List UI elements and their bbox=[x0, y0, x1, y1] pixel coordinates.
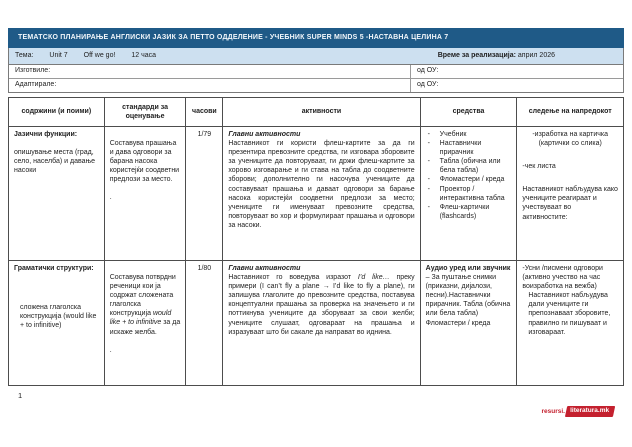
monitoring-cell bbox=[516, 261, 623, 385]
adapted-by-row bbox=[9, 78, 623, 92]
prepared-by-row bbox=[9, 65, 623, 78]
contents-cell bbox=[9, 127, 104, 260]
standards-cell bbox=[104, 127, 186, 260]
standard-text: Составува прашања и дава одговори за барана насока користејќи соодветни предлози за место. bbox=[109, 140, 180, 184]
meta-section bbox=[8, 48, 624, 93]
contents-title: Јазични функции: bbox=[14, 131, 78, 138]
resources-bold-label: Аудио уред или звучник bbox=[425, 265, 511, 272]
list-item: - Фломастери / креда bbox=[427, 176, 505, 184]
unit-number: Unit 7 bbox=[49, 52, 68, 60]
prepared-by-label: Изготвиле: bbox=[9, 65, 411, 78]
header-standards: стандарди за оценување bbox=[104, 98, 186, 126]
activities-body: Наставникот ги користи флеш-картите за да ги презентира превозните средства, ги изговара зборовите за учениците да повторуваат, ги држи флеш-картите за хорово изговарање и ги става на табла до соодветните зборови; дополнително ги насочува учениците да составуваат прашања и даваат одговори за барање насока користејќи соодветни предлози за место; учениците ги именуваат превозните средства, повторуваат во хор и формулираат прашања и одговори за насоки. bbox=[228, 140, 415, 229]
monitoring-item: Наставникот набљудува како учениците реагираат и учествуваат во активностите: bbox=[522, 186, 618, 221]
adapted-by-school-label: од ОУ: bbox=[417, 81, 439, 88]
table-row bbox=[9, 260, 623, 385]
table-row bbox=[9, 126, 623, 260]
prepared-by-school-label: од ОУ: bbox=[417, 67, 439, 74]
header-monitoring: следење на напредокот bbox=[516, 98, 623, 126]
lesson-hours: 12 часа bbox=[131, 52, 157, 60]
theme-left bbox=[15, 51, 170, 60]
planning-document bbox=[8, 28, 624, 386]
theme-row bbox=[9, 48, 623, 65]
standards-cell bbox=[104, 261, 186, 385]
header-hours: часови bbox=[185, 98, 222, 126]
monitoring-item: -чек листа bbox=[522, 163, 556, 171]
activities-title: Главни активности bbox=[228, 131, 301, 138]
standard-extra: . bbox=[109, 194, 112, 202]
monitoring-item: -Усни /писмени одговори (активно учество на час воизработка на вежба) bbox=[522, 265, 603, 291]
publisher-logo bbox=[541, 406, 614, 417]
monitoring-item: Наставникот набљудува дали учениците ги препознаваат зборовите, правилно ги пишуваат и изговараат. bbox=[528, 292, 611, 336]
table-header-row bbox=[9, 98, 623, 126]
monitoring-cell bbox=[516, 127, 623, 260]
activities-cell bbox=[222, 127, 419, 260]
header-contents: содржини (и поими) bbox=[21, 108, 92, 116]
activities-body: Наставникот го воведува изразот I’d like… преку примери (I can’t fly a plane → I’d like to fly a plane), ги запишува глаголите до превозните средства, поставува концептуални прашања за проверка на значењето и ги поттикнува учениците да зборуваат за свои желби; учениците слушаат, одговараат на прашања и изразуваат што би сакале да направат во иднина. bbox=[228, 274, 415, 336]
resources-cell bbox=[420, 127, 517, 260]
unit-title: Off we go! bbox=[83, 52, 116, 60]
contents-cell bbox=[9, 261, 104, 385]
activities-title: Главни активности bbox=[228, 265, 301, 272]
resources-text: – За пуштање снимки (приказни, дијалози, песни).Наставнички прирачник. Табла (обична или бела табла) Фломастери / креда bbox=[425, 274, 511, 327]
list-item: - Учебник bbox=[427, 131, 467, 138]
adapted-by-label: Адаптирале: bbox=[9, 79, 411, 92]
resources-cell bbox=[420, 261, 517, 385]
standard-text: Составува потврдни реченици кои ја содржат сложената глаголска конструкција would like + to infinitive за да искаже желба. bbox=[109, 274, 181, 336]
hours-cell: 1/79 bbox=[185, 127, 222, 260]
theme-label: Тема: bbox=[15, 52, 34, 60]
header-activities: активности bbox=[222, 98, 419, 126]
list-item: - Наставнички прирачник bbox=[427, 140, 482, 157]
logo-prefix-text: resursi. bbox=[541, 407, 565, 415]
contents-title: Граматички структури: bbox=[14, 265, 94, 272]
document-title: ТЕМАТСКО ПЛАНИРАЊЕ АНГЛИСКИ ЈАЗИК ЗА ПЕТТО ОДДЕЛЕНИЕ - УЧЕБНИК SUPER MINDS 5 -НАСТАВНА ЦЕЛИНА 7 bbox=[18, 34, 449, 42]
realization-time-label: Време за реализација: bbox=[437, 52, 516, 60]
planning-table bbox=[8, 97, 624, 386]
contents-body: сложена глаголска конструкција (would like + to infinitive) bbox=[20, 304, 97, 330]
header-resources: средства bbox=[420, 98, 517, 126]
logo-suffix-text: literatura.mk bbox=[570, 407, 610, 414]
document-title-bar bbox=[8, 28, 624, 48]
activities-cell bbox=[222, 261, 419, 385]
contents-body: опишување места (град, село, населба) и давање насоки bbox=[14, 149, 96, 175]
resources-list bbox=[426, 130, 512, 221]
monitoring-item: -изработка на картичка (картички со слика) bbox=[532, 131, 609, 148]
logo-flag bbox=[565, 406, 615, 417]
list-item: - Проектор / интерактивна табла bbox=[427, 185, 505, 202]
hours-cell: 1/80 bbox=[185, 261, 222, 385]
standard-extra: . bbox=[109, 346, 112, 354]
list-item: - Табла (обична или бела табла) bbox=[427, 158, 501, 175]
realization-time bbox=[438, 51, 555, 60]
realization-time-value: април 2026 bbox=[517, 52, 555, 60]
list-item: - Флеш-картички (flashcards) bbox=[427, 203, 490, 220]
page-number: 1 bbox=[18, 391, 23, 400]
